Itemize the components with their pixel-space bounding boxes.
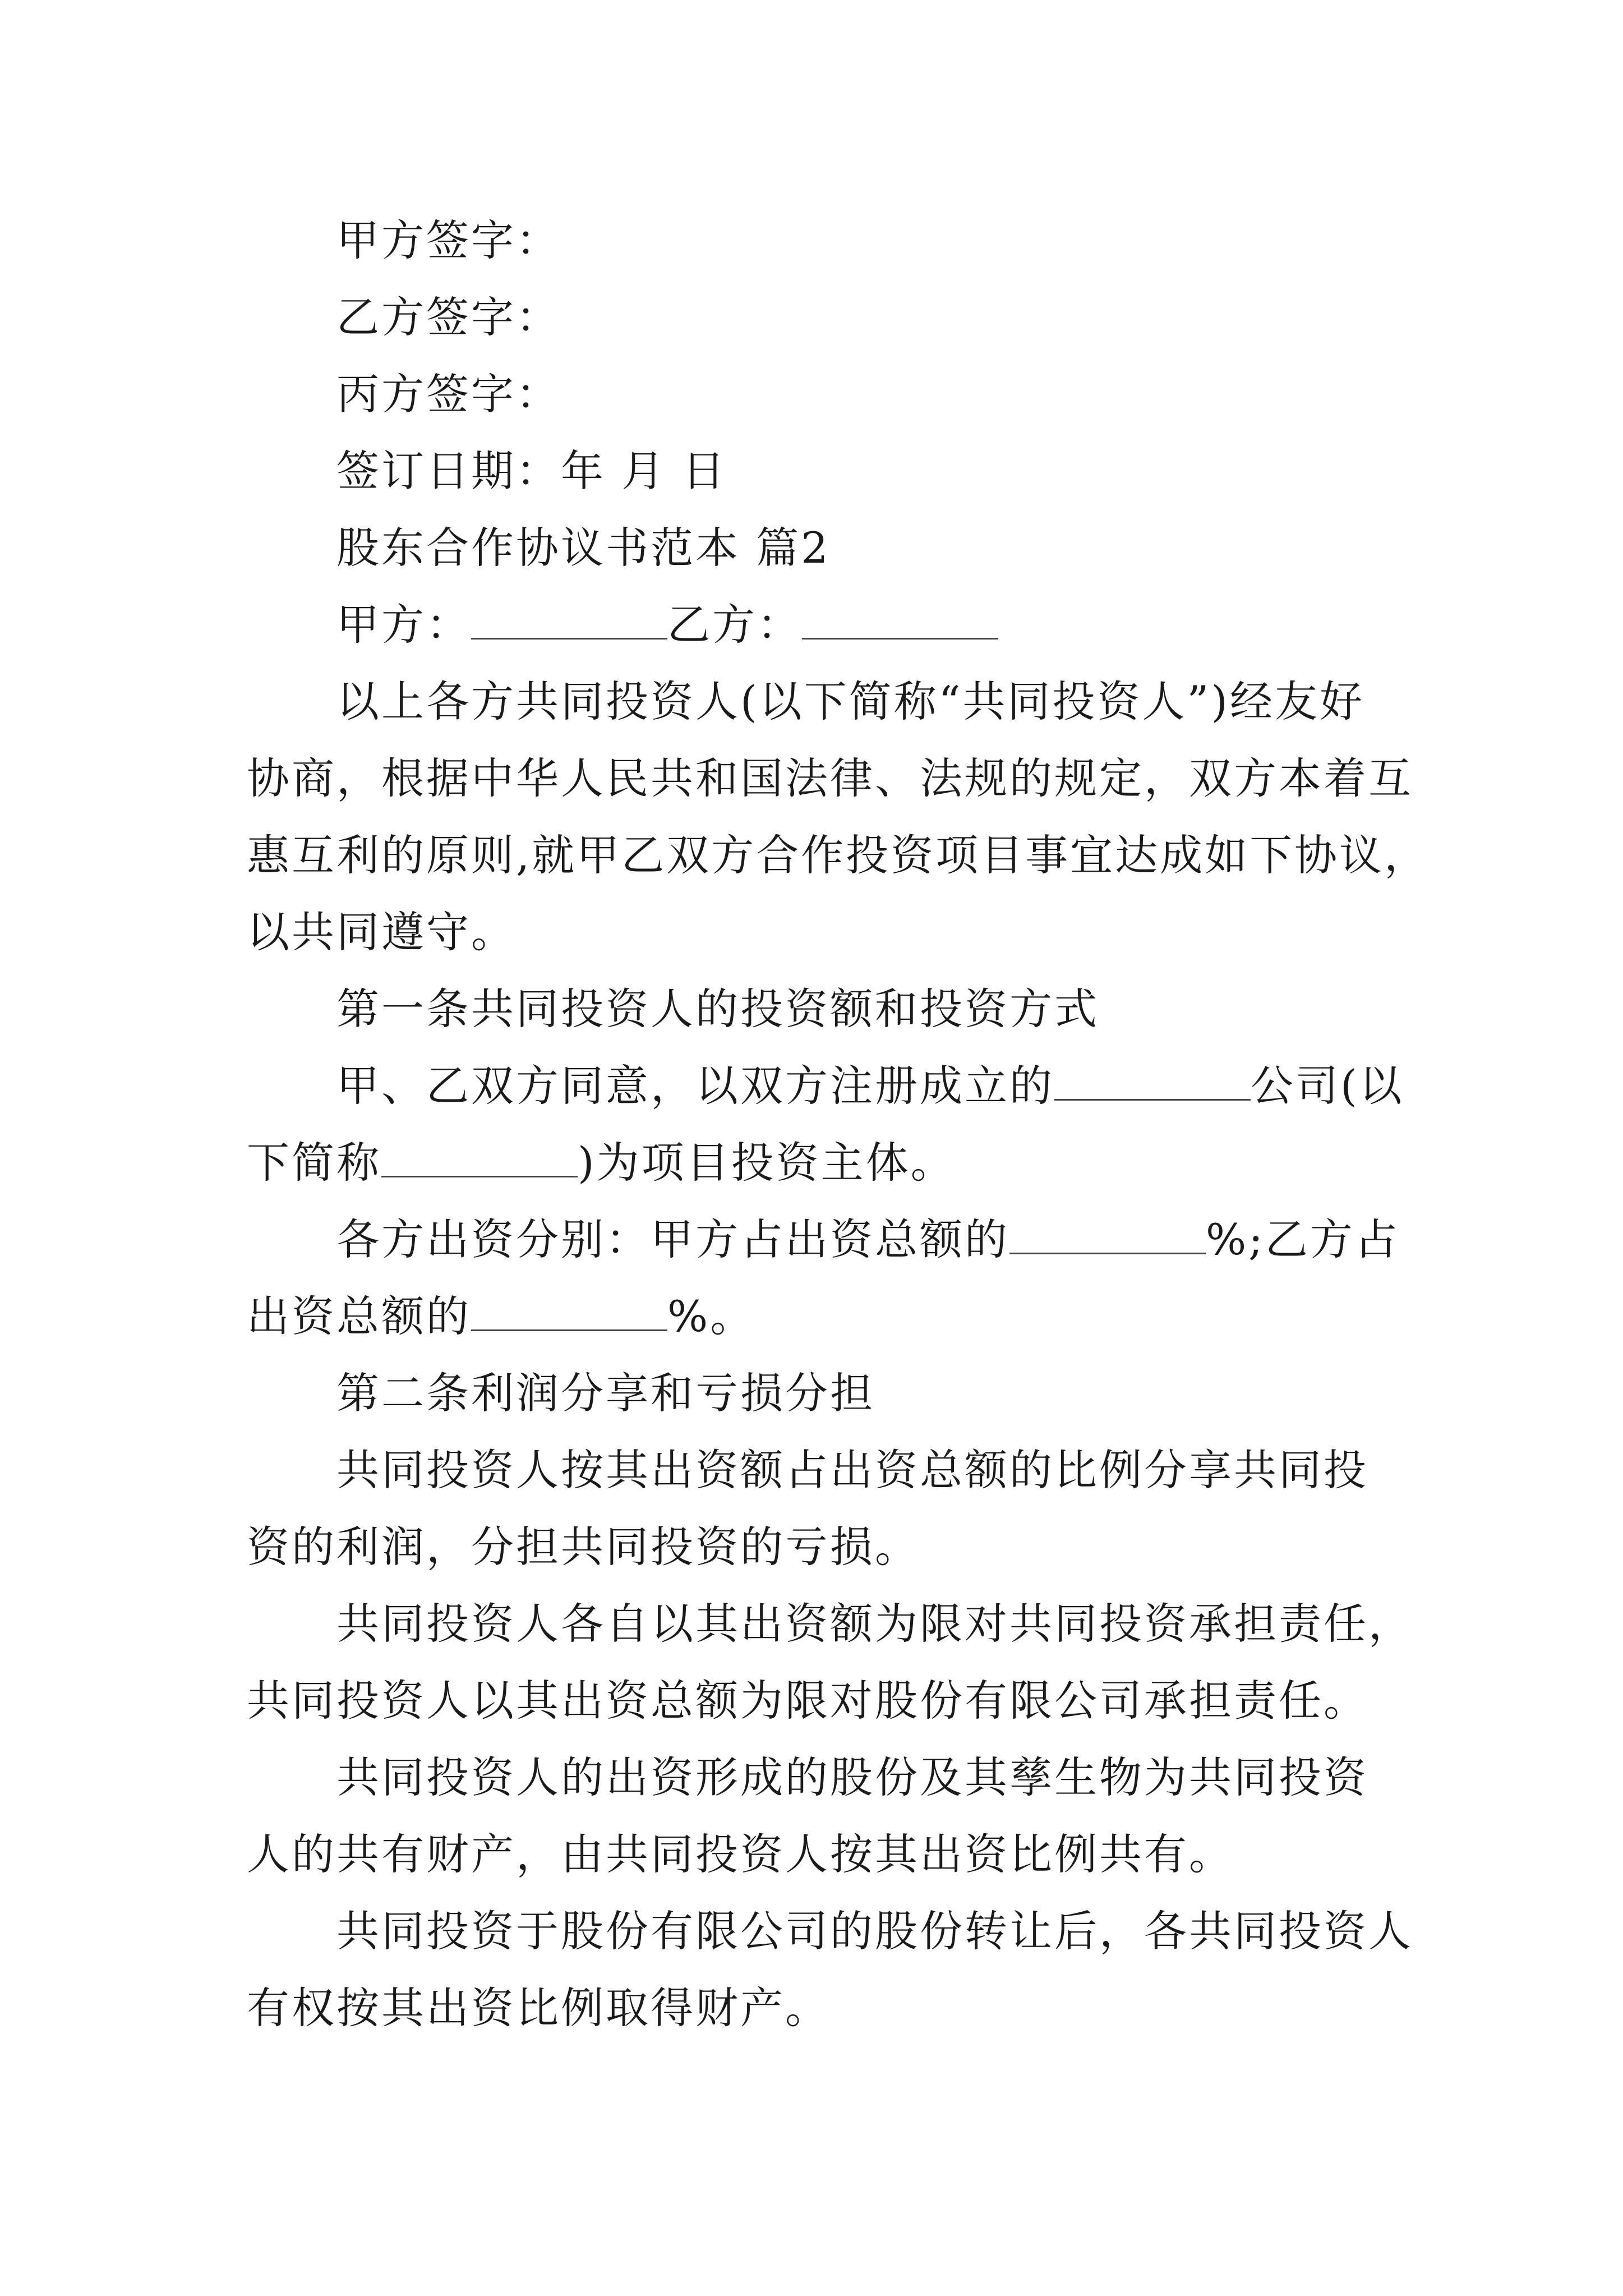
share-b-blank xyxy=(471,1296,667,1331)
company-line-2 xyxy=(247,1124,1402,1201)
company-abbr-blank xyxy=(381,1142,578,1177)
document-body xyxy=(247,202,1430,2046)
share-line xyxy=(247,1201,1402,1278)
paragraph-line: 以共同遵守。 xyxy=(247,907,516,957)
parties-line xyxy=(247,586,1402,663)
paragraph-line: 共同投资人各自以其出资额为限对共同投资承担责任， xyxy=(336,1599,1413,1649)
share-a-blank xyxy=(1009,1219,1206,1254)
company-line xyxy=(247,1047,1402,1124)
company-abbr-text-2: )为项目投资主体。 xyxy=(578,1138,956,1188)
section-heading: 股东合作协议书范本 篇2 xyxy=(336,523,831,573)
party-b-label: 乙方： xyxy=(667,600,802,650)
paragraph-line: 共同投资于股份有限公司的股份转让后，各共同投资人 xyxy=(336,1906,1413,1956)
party-a-blank xyxy=(471,604,667,639)
paragraph-line: 人的共有财产，由共同投资人按其出资比例共有。 xyxy=(247,1829,1234,1879)
signature-party-c: 丙方签字： xyxy=(336,369,561,419)
company-abbr-text-1: 下简称 xyxy=(247,1138,381,1188)
share-text-1: 各方出资分别：甲方占出资总额的 xyxy=(336,1214,1009,1264)
paragraph-line: 共同投资人按其出资额占出资总额的比例分享共同投 xyxy=(336,1445,1368,1495)
company-text-2: 公司(以 xyxy=(1251,1061,1404,1111)
party-b-blank xyxy=(802,604,998,639)
paragraph-line: 有权按其出资比例取得财产。 xyxy=(247,1983,830,2033)
article-2-heading: 第二条利润分享和亏损分担 xyxy=(336,1368,875,1418)
company-text-1: 甲、乙双方同意，以双方注册成立的 xyxy=(336,1061,1054,1111)
share-text-3: 出资总额的 xyxy=(247,1291,471,1341)
paragraph-line: 惠互利的原则,就甲乙双方合作投资项目事宜达成如下协议， xyxy=(247,830,1430,880)
share-line-2 xyxy=(247,1278,1402,1355)
company-blank xyxy=(1054,1065,1251,1101)
signature-party-a: 甲方签字： xyxy=(336,215,561,265)
paragraph-line: 共同投资人以其出资总额为限对股份有限公司承担责任。 xyxy=(247,1676,1368,1726)
paragraph-line: 共同投资人的出资形成的股份及其孳生物为共同投资 xyxy=(336,1752,1368,1802)
paragraph-line: 资的利润，分担共同投资的亏损。 xyxy=(247,1522,920,1572)
share-text-4: %。 xyxy=(667,1291,755,1341)
paragraph-line: 以上各方共同投资人(以下简称“共同投资人”)经友好 xyxy=(336,677,1365,726)
paragraph-line: 协商，根据中华人民共和国法律、法规的规定，双方本着互 xyxy=(247,753,1413,803)
article-1-heading: 第一条共同投资人的投资额和投资方式 xyxy=(336,984,1099,1034)
party-a-label: 甲方： xyxy=(336,600,471,650)
signature-party-b: 乙方签字： xyxy=(336,292,561,342)
signing-date: 签订日期：年 月 日 xyxy=(336,446,727,496)
share-text-2: %;乙方占 xyxy=(1206,1214,1400,1264)
